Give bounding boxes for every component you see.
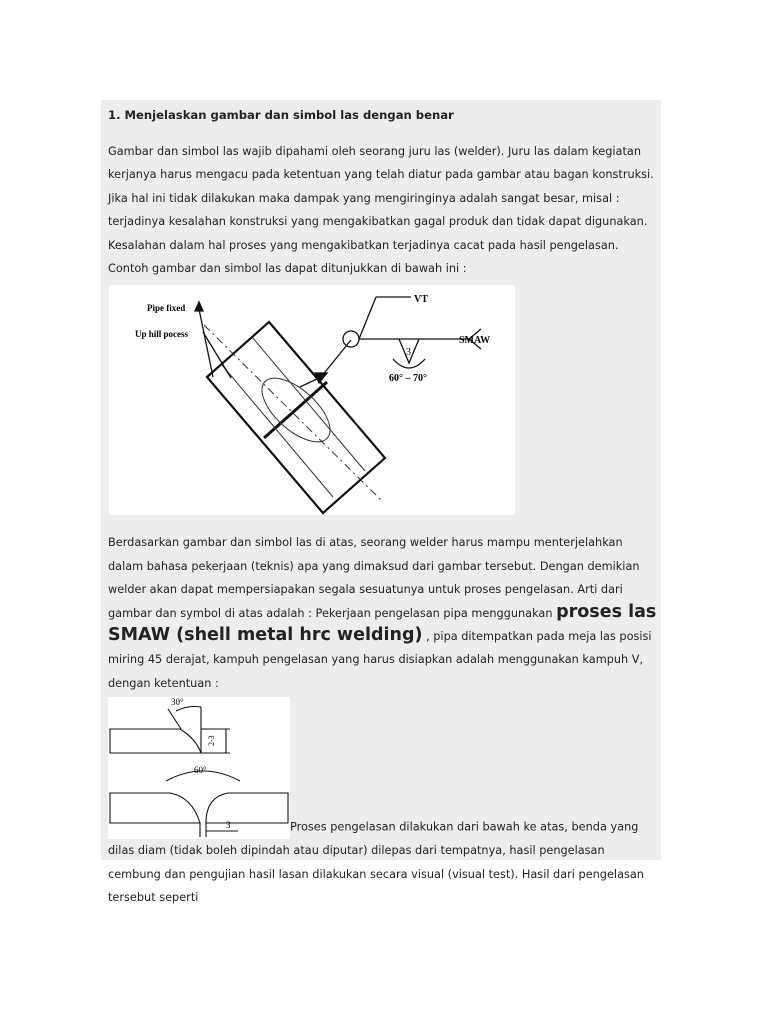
paragraph-explanation (108, 531, 660, 695)
section-heading: 1. Menjelaskan gambar dan simbol las dengan benar (108, 108, 454, 122)
label-depth: 3 (406, 347, 411, 359)
label-30deg: 30° (171, 697, 184, 708)
paragraph-process: Proses pengelasan dilakukan dari bawah ke atas, benda yang dilas diam (tidak boleh dipindah atau diputar) dilepas dari tempatnya, hasil pengelasan cembung dan pengujian hasil lasan dilakukan secara visual (visual test). Hasil dari pengelasan tersebut seperti (108, 820, 644, 905)
paragraph-explanation-b: , pipa ditempatkan pada meja las posisi miring 45 derajat, kampuh pengelasan yang harus disiapkan adalah menggunakan kampuh V, dengan ketentuan : (108, 630, 652, 690)
label-2-3: 2-3 (207, 735, 216, 747)
label-60deg: 60° (194, 765, 207, 776)
pipe-weld-figure (109, 285, 515, 515)
pipe-inner-line-top (222, 365, 333, 497)
document-content (108, 104, 660, 910)
label-groove-angle: 60° – 70° (389, 373, 427, 385)
weld-joint-line (264, 382, 327, 438)
label-vt: VT (414, 294, 428, 306)
pipe-outline (207, 322, 385, 513)
paragraph-intro: Gambar dan simbol las wajib dipahami oleh seorang juru las (welder). Juru las dalam kegiatan kerjanya harus mengacu pada ketentuan yang telah diatur pada gambar atau bagan konstruksi. Jika hal ini tidak dilakukan maka dampak yang mengiringinya adalah sangat besar, misal : terjadinya kesalahan konstruksi yang mengakibatkan gagal produk dan tidak dapat digunakan. Kesalahan dalam hal proses yang mengakibatkan terjadinya cacat pada hasil pengelasan. Contoh gambar dan simbol las dapat ditunjukkan di bawah ini : (108, 145, 654, 276)
groove-block (108, 695, 660, 909)
label-root-3: 3 (226, 820, 231, 831)
all-around-circle (343, 331, 359, 347)
label-pipe-fixed: Pipe fixed (147, 303, 186, 314)
paragraph-explanation-a: Berdasarkan gambar dan simbol las di atas, seorang welder harus mampu menterjelahkan dalam bahasa pekerjaan (teknis) apa yang dimaksud dari gambar tersebut. Dengan demikian welder akan dapat mempersiapakan segala sesuatunya untuk proses pengelasan. Arti dari gambar dan symbol di atas adalah : Pekerjaan pengelasan pipa menggunakan (108, 536, 640, 620)
label-smaw: SMAW (459, 335, 491, 347)
uphill-leader (203, 332, 231, 378)
process-highlight: proses las SMAW (shell metal hrc welding) (108, 601, 657, 646)
pipe-fixed-arrowhead (195, 302, 203, 311)
weld-arrowhead (315, 373, 327, 383)
vt-leader (359, 297, 376, 339)
label-uphill: Up hill pocess (135, 329, 189, 340)
pipe-fixed-leader (199, 309, 213, 377)
v-groove-figure (108, 697, 290, 839)
